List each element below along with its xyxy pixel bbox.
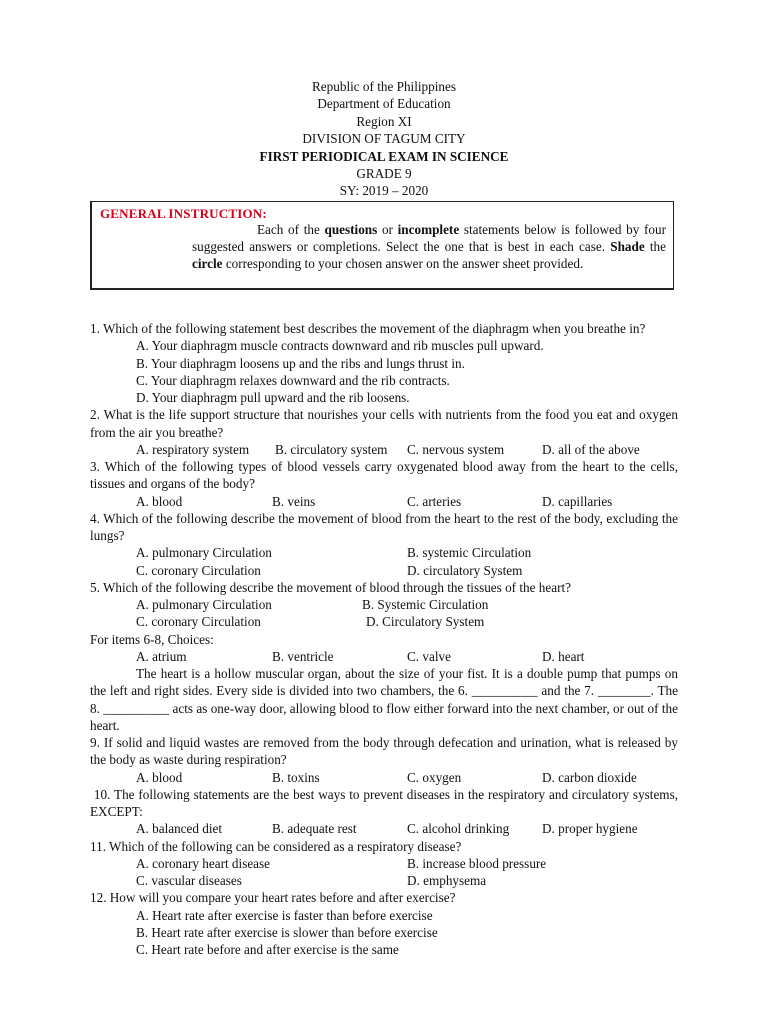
instruction-bold: questions (324, 222, 378, 237)
q10-choice-a: A. balanced diet (136, 821, 223, 837)
q1-choice-a: A. Your diaphragm muscle contracts downward and rib muscles pull upward. (136, 338, 544, 354)
instruction-bold: circle (192, 256, 223, 272)
q5-choice-a: A. pulmonary Circulation (136, 597, 272, 612)
q11-choice-d: D. emphysema (407, 873, 487, 888)
header-division: DIVISION OF TAGUM CITY (302, 131, 466, 147)
q11-choices-row2 (90, 872, 678, 889)
header-department: Department of Education (317, 96, 451, 112)
q3-choice-c: C. arteries (407, 493, 462, 509)
q11-choice-b: B. increase blood pressure (407, 855, 547, 871)
header-school-year: SY: 2019 – 2020 (339, 183, 429, 199)
q2-choice-b: B. circulatory system (275, 441, 388, 457)
q9-choice-d: D. carbon dioxide (542, 769, 637, 785)
instruction-part: or (377, 222, 398, 237)
q12-choice-b: B. Heart rate after exercise is slower than before exercise (136, 924, 438, 940)
question-1: 1. Which of the following statement best describes the movement of the diaphragm when you breathe in? (90, 321, 646, 336)
instruction-part: Each of the (257, 222, 325, 237)
general-instruction-box (90, 201, 674, 290)
q9-choice-a: A. blood (136, 769, 183, 785)
q4-choices-row1 (90, 544, 678, 561)
q5-choices-row2 (90, 613, 678, 630)
items68-choice-a: A. atrium (136, 648, 187, 664)
header-republic: Republic of the Philippines (312, 79, 456, 94)
q12-choice-c: C. Heart rate before and after exercise is the same (136, 942, 399, 957)
document-header (0, 78, 768, 200)
q2-choice-a: A. respiratory system (136, 441, 250, 457)
question-9: 9. If solid and liquid wastes are removed from the body through defecation and urination, what is released by the body as waste during respiration? (90, 735, 678, 768)
q3-choices (90, 493, 678, 510)
q1-choice-b: B. Your diaphragm loosens up and the ribs and lungs thrust in. (136, 355, 465, 371)
q2-choice-c: C. nervous system (407, 441, 505, 457)
items68-choice-b: B. ventricle (272, 648, 334, 664)
q5-choice-b: B. Systemic Circulation (362, 597, 489, 612)
items68-choice-d: D. heart (542, 648, 585, 664)
q9-choice-c: C. oxygen (407, 769, 462, 785)
q4-choice-d: D. circulatory System (407, 562, 523, 578)
q4-choice-c: C. coronary Circulation (136, 562, 261, 578)
q10-choice-c: C. alcohol drinking (407, 821, 510, 837)
header-grade: GRADE 9 (356, 166, 412, 182)
question-12: 12. How will you compare your heart rates before and after exercise? (90, 890, 456, 906)
instruction-part: the (644, 239, 666, 255)
q1-choice-d: D. Your diaphragm pull upward and the rib loosens. (136, 390, 410, 405)
items-6-8-choices (90, 648, 678, 665)
q10-choices (90, 820, 678, 837)
instruction-bold: Shade (610, 239, 645, 255)
instruction-text (192, 221, 666, 273)
q11-choice-a: A. coronary heart disease (136, 855, 271, 871)
instruction-part: statements below is followed by four suggested answers or completions. Select the one that is best in each case. (192, 222, 666, 255)
q2-choice-d: D. all of the above (542, 441, 640, 457)
items-6-8-label: For items 6-8, Choices: (90, 631, 214, 647)
q12-choice-a: A. Heart rate after exercise is faster than before exercise (136, 907, 433, 923)
q11-choice-c: C. vascular diseases (136, 873, 242, 888)
q5-choice-d: D. Circulatory System (366, 614, 485, 630)
q4-choice-a: A. pulmonary Circulation (136, 545, 272, 561)
q4-choices-row2 (90, 562, 678, 579)
header-region: Region XI (356, 113, 412, 129)
q9-choice-b: B. toxins (272, 769, 320, 785)
q10-choice-b: B. adequate rest (272, 821, 357, 837)
exam-title: FIRST PERIODICAL EXAM IN SCIENCE (259, 148, 509, 164)
heart-passage: The heart is a hollow muscular organ, about the size of your fist. It is a double pump that pumps on the left and right sides. Every side is divided into two chambers, the 6. __________ and the 7. ________. The 8. __________ acts as one-way door, allowing blood to flow either forward into the next chamber, or out of the heart. (90, 666, 678, 733)
q3-choice-a: A. blood (136, 493, 183, 509)
q5-choice-c: C. coronary Circulation (136, 614, 261, 630)
q11-choices-row1 (90, 855, 678, 872)
question-5: 5. Which of the following describe the movement of blood through the tissues of the heart? (90, 579, 571, 595)
q3-choice-b: B. veins (272, 493, 316, 509)
question-2: 2. What is the life support structure that nourishes your cells with nutrients from the food you eat and oxygen from the air you breathe? (90, 407, 678, 440)
q9-choices (90, 769, 678, 786)
q10-choice-d: D. proper hygiene (542, 821, 638, 837)
q3-choice-d: D. capillaries (542, 493, 613, 509)
question-10: 10. The following statements are the best ways to prevent diseases in the respiratory and circulatory systems, EXCEPT: (90, 786, 682, 819)
items68-choice-c: C. valve (407, 648, 451, 664)
instruction-part: corresponding to your chosen answer on the answer sheet provided. (222, 256, 584, 272)
instruction-title: GENERAL INSTRUCTION: (100, 206, 267, 221)
q5-choices-row1 (90, 596, 678, 613)
exam-questions (90, 320, 682, 958)
q4-choice-b: B. systemic Circulation (407, 545, 532, 561)
question-11: 11. Which of the following can be considered as a respiratory disease? (90, 838, 462, 854)
instruction-bold: incomplete (397, 222, 460, 237)
question-3: 3. Which of the following types of blood vessels carry oxygenated blood away from the heart to the cells, tissues and organs of the body? (90, 459, 678, 492)
q2-choices (90, 441, 678, 458)
question-4: 4. Which of the following describe the movement of blood from the heart to the rest of the body, excluding the lungs? (90, 510, 678, 543)
q1-choice-c: C. Your diaphragm relaxes downward and the rib contracts. (136, 372, 450, 388)
